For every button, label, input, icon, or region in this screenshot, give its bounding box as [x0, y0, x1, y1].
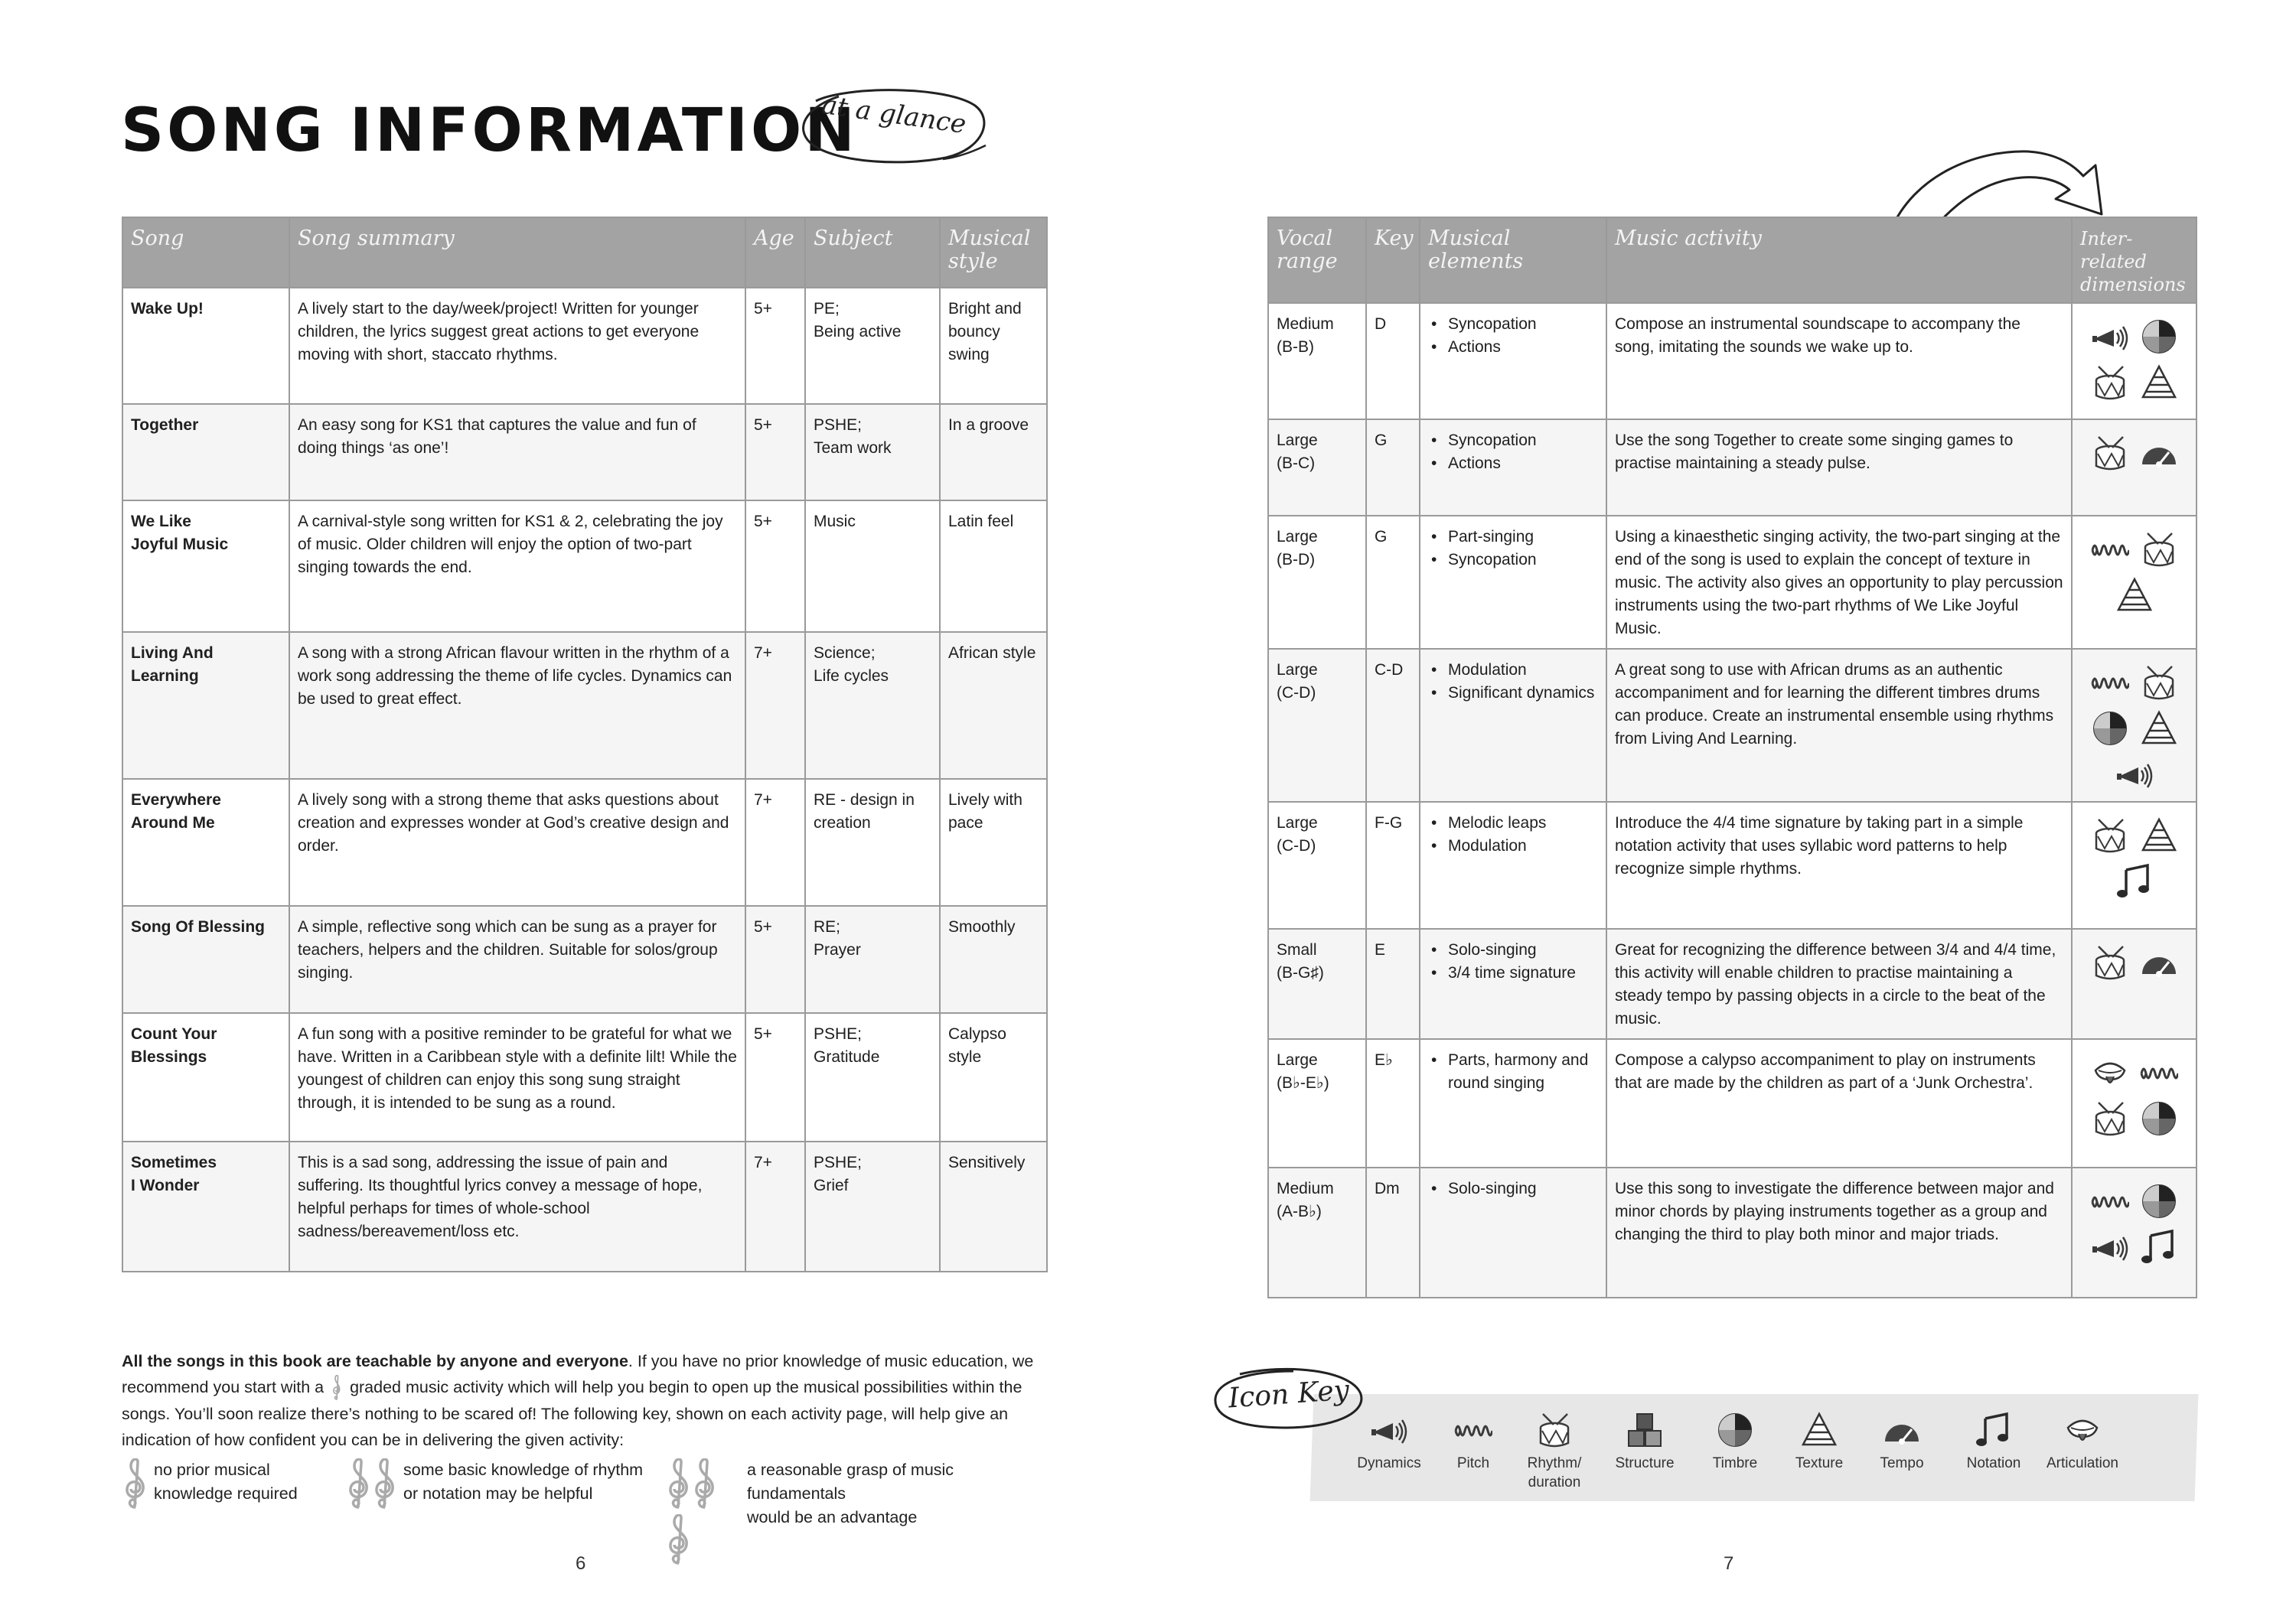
inter-related-dimensions [2072, 303, 2197, 419]
music-activity: A great song to use with African drums as an authentic accompaniment and for learning the different timbres drums can produce. Create an instrumental ensemble using rhythms from Living And Learning. [1606, 649, 2072, 802]
dynamics-icon [2115, 755, 2154, 793]
musical-element: • Significant dynamics [1428, 682, 1598, 705]
intro-paragraph [122, 1348, 1048, 1453]
vocal-range: Large (C-D) [1268, 802, 1366, 929]
musical-element: • Parts, harmony and round singing [1428, 1049, 1598, 1095]
page-title: SONG INFORMATION [121, 96, 858, 165]
musical-element: • Melodic leaps [1428, 812, 1598, 835]
table-row [1268, 303, 2197, 419]
song-summary: This is a sad song, addressing the issue of pain and suffering. Its thoughtful lyrics convey a message of hope, helpful perhaps for times of whole-school sadness/bereavement/loss etc. [289, 1142, 745, 1272]
musical-element: • Actions [1428, 336, 1598, 359]
table-row [122, 500, 1047, 632]
treble-clef-icon [122, 1458, 148, 1510]
icon-key-item-label: Articulation [2047, 1455, 2118, 1471]
inter-related-dimensions [2072, 419, 2197, 516]
song-name: Together [122, 404, 289, 500]
song-key: E♭ [1366, 1039, 1420, 1168]
articulation-icon [2063, 1411, 2102, 1449]
music-activity: Compose a calypso accompaniment to play on instruments that are made by the children as part of a ‘Junk Orchestra’. [1606, 1039, 2072, 1168]
song-style: In a groove [940, 404, 1047, 500]
tempo-icon [2140, 943, 2178, 982]
song-style: Smoothly [940, 906, 1047, 1013]
icon-key-item-label: Rhythm/ duration [1527, 1455, 1582, 1490]
inter-related-dimensions [2072, 929, 2197, 1039]
table-row [122, 906, 1047, 1013]
song-summary: A fun song with a positive reminder to be grateful for what we have. Written in a Caribbean style with a definite lilt! While the youngest of children can enjoy this song sung straight through, it is intended to be sung as a round. [289, 1013, 745, 1142]
rhythm-icon [2140, 530, 2178, 568]
musical-elements [1420, 303, 1606, 419]
treble-clef-icon [665, 1458, 741, 1570]
icon-key-item-label: Dynamics [1357, 1455, 1421, 1471]
musical-elements [1420, 649, 1606, 802]
song-age: 5+ [745, 1013, 805, 1142]
table-row [122, 1013, 1047, 1142]
icon-key-item-pitch [1431, 1411, 1515, 1473]
song-style: Lively with pace [940, 779, 1047, 906]
icon-key-item-label: Timbre [1712, 1455, 1758, 1471]
song-name: Everywhere Around Me [122, 779, 289, 906]
song-info-table [122, 217, 1048, 1272]
header-song: Song [122, 217, 289, 288]
notation-icon [1975, 1411, 2013, 1449]
vocal-range: Large (B♭-E♭) [1268, 1039, 1366, 1168]
rhythm-icon [2091, 434, 2129, 472]
song-key: F-G [1366, 802, 1420, 929]
header-dimensions: Inter-related dimensions [2072, 217, 2197, 303]
icon-key-item-label: Structure [1615, 1455, 1675, 1471]
song-subject: Science; Life cycles [805, 632, 940, 779]
song-summary: A song with a strong African flavour written in the rhythm of a work song addressing the theme of life cycles. Dynamics can be used to great effect. [289, 632, 745, 779]
notation-icon [2140, 1228, 2178, 1266]
vocal-range: Medium (B-B) [1268, 303, 1366, 419]
level-two [345, 1458, 643, 1514]
table-row [1268, 1168, 2197, 1298]
song-age: 5+ [745, 288, 805, 404]
inter-related-dimensions [2072, 516, 2197, 649]
icon-key-item-rhythm [1512, 1411, 1596, 1492]
at-a-glance-text: at a glance [820, 89, 968, 141]
vocal-range: Large (C-D) [1268, 649, 1366, 802]
table-row [1268, 419, 2197, 516]
intro-text-1: . If you have no prior knowledge of music education, we recommend you start with a [122, 1352, 1034, 1396]
difficulty-key [122, 1458, 1048, 1526]
song-summary: An easy song for KS1 that captures the value and fun of doing things ‘as one’! [289, 404, 745, 500]
rhythm-icon [1535, 1411, 1574, 1449]
tempo-icon [1883, 1411, 1921, 1449]
song-style: Latin feel [940, 500, 1047, 632]
articulation-icon [2091, 1054, 2129, 1092]
header-elements: Musical elements [1420, 217, 1606, 303]
musical-elements [1420, 802, 1606, 929]
timbre-icon [2140, 1099, 2178, 1138]
icon-key-item-label: Notation [1966, 1455, 2021, 1471]
header-key: Key [1366, 217, 1420, 303]
rhythm-icon [2091, 943, 2129, 982]
table-row [1268, 516, 2197, 649]
dynamics-icon [1370, 1411, 1408, 1449]
musical-elements [1420, 419, 1606, 516]
song-summary: A simple, reflective song which can be sung as a prayer for teachers, helpers and the children. Suitable for solos/group singing. [289, 906, 745, 1013]
icon-key-label: Icon Key [1227, 1374, 1351, 1415]
music-activity: Compose an instrumental soundscape to accompany the song, imitating the sounds we wake up to. [1606, 303, 2072, 419]
header-vocal-range: Vocal range [1268, 217, 1366, 303]
timbre-icon [2140, 1182, 2178, 1220]
table-row [1268, 802, 2197, 929]
icon-key-item-articulation [2040, 1411, 2125, 1473]
treble-clef-icon [328, 1375, 345, 1401]
timbre-icon [2091, 709, 2129, 748]
at-a-glance-badge [793, 83, 989, 165]
table-row [122, 404, 1047, 500]
inter-related-dimensions [2072, 1168, 2197, 1298]
song-style: African style [940, 632, 1047, 779]
music-activity: Introduce the 4/4 time signature by taking part in a simple notation activity that uses syllabic word patterns to help recognize simple rhythms. [1606, 802, 2072, 929]
song-subject: RE - design in creation [805, 779, 940, 906]
intro-bold: All the songs in this book are teachable by anyone and everyone [122, 1352, 628, 1370]
music-activity: Use this song to investigate the difference between major and minor chords by playing instruments together as a group and changing the third to play both minor and major triads. [1606, 1168, 2072, 1298]
icon-key-list [1347, 1411, 2189, 1503]
song-key: C-D [1366, 649, 1420, 802]
pitch-icon [2091, 1182, 2129, 1220]
icon-key-item-timbre [1693, 1411, 1777, 1473]
icon-key-item-tempo [1860, 1411, 1944, 1473]
pitch-icon [2140, 1054, 2178, 1092]
musical-element: • Modulation [1428, 659, 1598, 682]
song-name: Sometimes I Wonder [122, 1142, 289, 1272]
pitch-icon [2091, 663, 2129, 702]
intro-text-2: graded music activity which will help you begin to open up the musical possibilities within the songs. You’ll soon realize there’s nothing to be scared of! The following key, shown on each activity page, will help give an indication of how confident you can be in delivering the given activity: [122, 1378, 1022, 1450]
pitch-icon [1454, 1411, 1492, 1449]
musical-elements [1420, 1168, 1606, 1298]
rhythm-icon [2140, 663, 2178, 702]
header-age: Age [745, 217, 805, 288]
song-style: Calypso style [940, 1013, 1047, 1142]
rhythm-icon [2091, 816, 2129, 855]
icon-key-item-label: Pitch [1456, 1455, 1490, 1471]
inter-related-dimensions [2072, 802, 2197, 929]
header-style: Musical style [940, 217, 1047, 288]
musical-elements [1420, 516, 1606, 649]
musical-element: • Solo-singing [1428, 1178, 1598, 1200]
musical-element: • Actions [1428, 452, 1598, 475]
level-two-text: some basic knowledge of rhythm or notation may be helpful [403, 1461, 644, 1503]
notation-icon [2115, 862, 2154, 901]
song-subject: Music [805, 500, 940, 632]
treble-clef-icon [665, 1458, 691, 1510]
dynamics-icon [2091, 318, 2129, 356]
structure-icon [1626, 1411, 1664, 1449]
icon-key-badge [1209, 1363, 1368, 1432]
level-one-text: no prior musical knowledge required [154, 1461, 298, 1503]
song-style: Sensitively [940, 1142, 1047, 1272]
timbre-icon [2140, 318, 2178, 356]
icon-key-item-label: Tempo [1880, 1455, 1924, 1471]
music-activity-table [1267, 217, 2197, 1298]
music-activity: Use the song Together to create some singing games to practise maintaining a steady pulse. [1606, 419, 2072, 516]
header-summary: Song summary [289, 217, 745, 288]
song-subject: PE; Being active [805, 288, 940, 404]
texture-icon [2140, 709, 2178, 748]
musical-element: • Solo-singing [1428, 939, 1598, 962]
song-age: 5+ [745, 906, 805, 1013]
tempo-icon [2140, 434, 2178, 472]
table-row [122, 779, 1047, 906]
treble-clef-icon [665, 1514, 691, 1566]
table-row [1268, 929, 2197, 1039]
table-header-row [122, 217, 1047, 288]
song-key: D [1366, 303, 1420, 419]
page-number-right: 7 [1724, 1553, 1734, 1574]
musical-elements [1420, 1039, 1606, 1168]
table-row [122, 632, 1047, 779]
song-style: Bright and bouncy swing [940, 288, 1047, 404]
treble-clef-icon [345, 1458, 397, 1514]
texture-icon [2140, 363, 2178, 402]
header-subject: Subject [805, 217, 940, 288]
table-row [1268, 1039, 2197, 1168]
vocal-range: Medium (A-B♭) [1268, 1168, 1366, 1298]
musical-element: • 3/4 time signature [1428, 962, 1598, 985]
icon-key-item-dynamics [1347, 1411, 1431, 1473]
icon-key-item-notation [1952, 1411, 2036, 1473]
musical-elements [1420, 929, 1606, 1039]
texture-icon [2115, 576, 2154, 614]
treble-clef-icon [345, 1458, 371, 1510]
icon-key-item-texture [1777, 1411, 1861, 1473]
song-key: G [1366, 419, 1420, 516]
song-age: 7+ [745, 1142, 805, 1272]
treble-clef-icon [371, 1458, 397, 1510]
icon-key-item-structure [1603, 1411, 1687, 1473]
vocal-range: Large (B-D) [1268, 516, 1366, 649]
timbre-icon [1716, 1411, 1754, 1449]
dynamics-icon [2091, 1228, 2129, 1266]
song-age: 5+ [745, 404, 805, 500]
song-key: Dm [1366, 1168, 1420, 1298]
level-three [665, 1458, 1048, 1570]
song-key: E [1366, 929, 1420, 1039]
treble-clef-icon [691, 1458, 717, 1510]
song-name: Wake Up! [122, 288, 289, 404]
texture-icon [2140, 816, 2178, 855]
song-age: 7+ [745, 632, 805, 779]
music-activity: Using a kinaesthetic singing activity, the two-part singing at the end of the song is used to explain the concept of texture in music. The activity also gives an opportunity to play percussion instruments using the two-part rhythms of We Like Joyful Music. [1606, 516, 2072, 649]
song-summary: A lively start to the day/week/project! Written for younger children, the lyrics suggest great actions to get everyone moving with short, staccato rhythms. [289, 288, 745, 404]
song-subject: RE; Prayer [805, 906, 940, 1013]
table-row [122, 1142, 1047, 1272]
song-name: We Like Joyful Music [122, 500, 289, 632]
musical-element: • Part-singing [1428, 526, 1598, 549]
rhythm-icon [2091, 363, 2129, 402]
pitch-icon [2091, 530, 2129, 568]
vocal-range: Large (B-C) [1268, 419, 1366, 516]
musical-element: • Syncopation [1428, 429, 1598, 452]
song-key: G [1366, 516, 1420, 649]
table-row [1268, 649, 2197, 802]
inter-related-dimensions [2072, 1039, 2197, 1168]
musical-element: • Syncopation [1428, 549, 1598, 572]
song-subject: PSHE; Gratitude [805, 1013, 940, 1142]
song-name: Song Of Blessing [122, 906, 289, 1013]
song-name: Living And Learning [122, 632, 289, 779]
music-activity: Great for recognizing the difference between 3/4 and 4/4 time, this activity will enable children to practise maintaining a steady tempo by passing objects in a circle to the beat of the music. [1606, 929, 2072, 1039]
table-header-row [1268, 217, 2197, 303]
song-summary: A carnival-style song written for KS1 & 2, celebrating the joy of music. Older children will enjoy the option of two-part singing towards the end. [289, 500, 745, 632]
musical-element: • Modulation [1428, 835, 1598, 858]
musical-element: • Syncopation [1428, 313, 1598, 336]
header-activity: Music activity [1606, 217, 2072, 303]
song-summary: A lively song with a strong theme that asks questions about creation and expresses wonder at God’s creative design and order. [289, 779, 745, 906]
treble-clef-icon [122, 1458, 148, 1514]
level-three-text: a reasonable grasp of music fundamentals would be an advantage [746, 1461, 954, 1526]
table-row [122, 288, 1047, 404]
vocal-range: Small (B-G♯) [1268, 929, 1366, 1039]
texture-icon [1800, 1411, 1838, 1449]
icon-key-item-label: Texture [1795, 1455, 1844, 1471]
song-name: Count Your Blessings [122, 1013, 289, 1142]
song-subject: PSHE; Grief [805, 1142, 940, 1272]
inter-related-dimensions [2072, 649, 2197, 802]
rhythm-icon [2091, 1099, 2129, 1138]
song-age: 5+ [745, 500, 805, 632]
song-subject: PSHE; Team work [805, 404, 940, 500]
song-age: 7+ [745, 779, 805, 906]
page-number-left: 6 [576, 1553, 586, 1574]
level-one [122, 1458, 298, 1514]
